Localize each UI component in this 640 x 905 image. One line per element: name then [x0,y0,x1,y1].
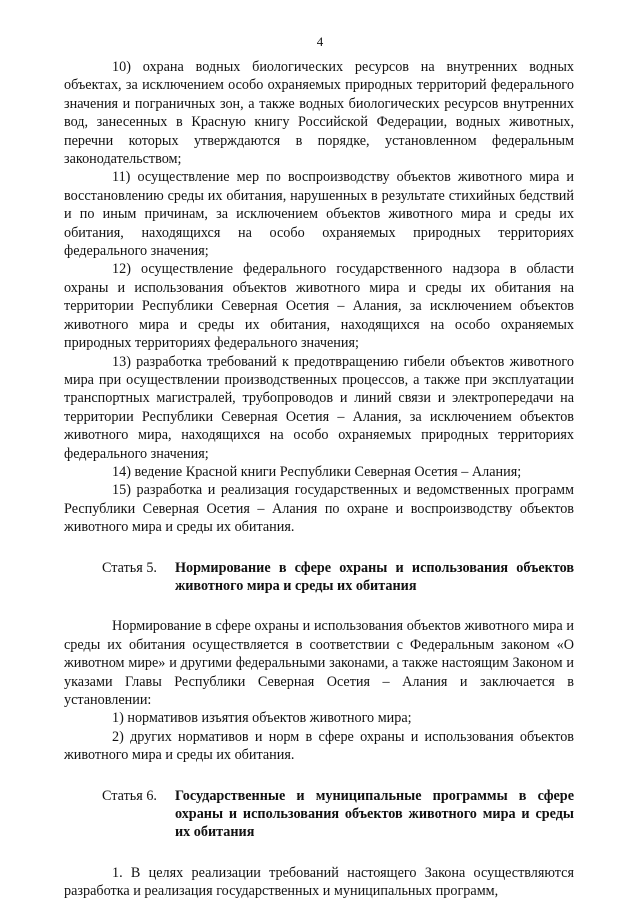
list-item-10: 10) охрана водных биологических ресурсов на внутренних водных объектах, за исключением особо охраняемых природных территорий федерального значения и пограничных зон, а также водных биологических ресурсов внутренних вод, занесенных в Красную книгу Российской Федерации, водных животных, перечни которых утверждаются в порядке, установленном федеральным законодательством; [64,59,574,168]
article-5-item-1: 1) нормативов изъятия объектов животного мира; [112,710,412,727]
article-5-intro-paragraph: Нормирование в сфере охраны и использования объектов животного мира и среды их обитания осуществляется в соответствии с Федеральным законом «О животном мире» и другими федеральными законами, а также настоящим Законом и указами Главы Республики Северная Осетия – Алания и заключается в установлении: [64,618,574,708]
article-5-item-2: 2) других нормативов и норм в сфере охраны и использования объектов животного мира и среды их обитания. [64,728,574,764]
list-item-14: 14) ведение Красной книги Республики Северная Осетия – Алания; [112,463,522,480]
page-number: 4 [316,34,324,49]
article-6-heading [64,787,574,842]
list-item-15: 15) разработка и реализация государственных и ведомственных программ Республики Северная Осетия – Алания по охране и воспроизводству объектов животного мира и среды их обитания. [64,482,574,536]
list-item-12: 12) осуществление федерального государственного надзора в области охраны и использования объектов животного мира и среды их обитания на территории Республики Северная Осетия – Алания, за исключением объектов животного мира и среды их обитания, находящихся на особо охраняемых природных территориях федерального значения; [64,261,574,352]
article-5-title: Нормирование в сфере охраны и использования объектов животного мира и среды их обитания [174,559,574,594]
article-6-paragraph-1: 1. В целях реализации требований настоящего Закона осуществляются разработка и реализация государственных и муниципальных программ, [64,864,574,900]
article-5-heading [64,559,574,596]
article-6-label: Статья 6. [102,787,157,804]
list-item-11: 11) осуществление мер по воспроизводству объектов животного мира и восстановлению среды их обитания, нарушенных в результате стихийных бедствий и по иным причинам, за исключением объектов животного мира и среды их обитания, находящихся на особо охраняемых природных территориях федерального значения; [64,169,574,260]
list-item-13: 13) разработка требований к предотвращению гибели объектов животного мира при осуществлении производственных процессов, а также при эксплуатации транспортных магистралей, трубопроводов и линий связи и электропередачи на территории Республики Северная Осетия – Алания, за исключением объектов животного мира, находящихся на особо охраняемых природных территориях федерального значения; [64,353,574,462]
article-6-title: Государственные и муниципальные программы в сфере охраны и использования объектов животного мира и среды их обитания [174,787,574,841]
document-body [64,58,574,901]
article-5-label: Статья 5. [102,559,157,576]
